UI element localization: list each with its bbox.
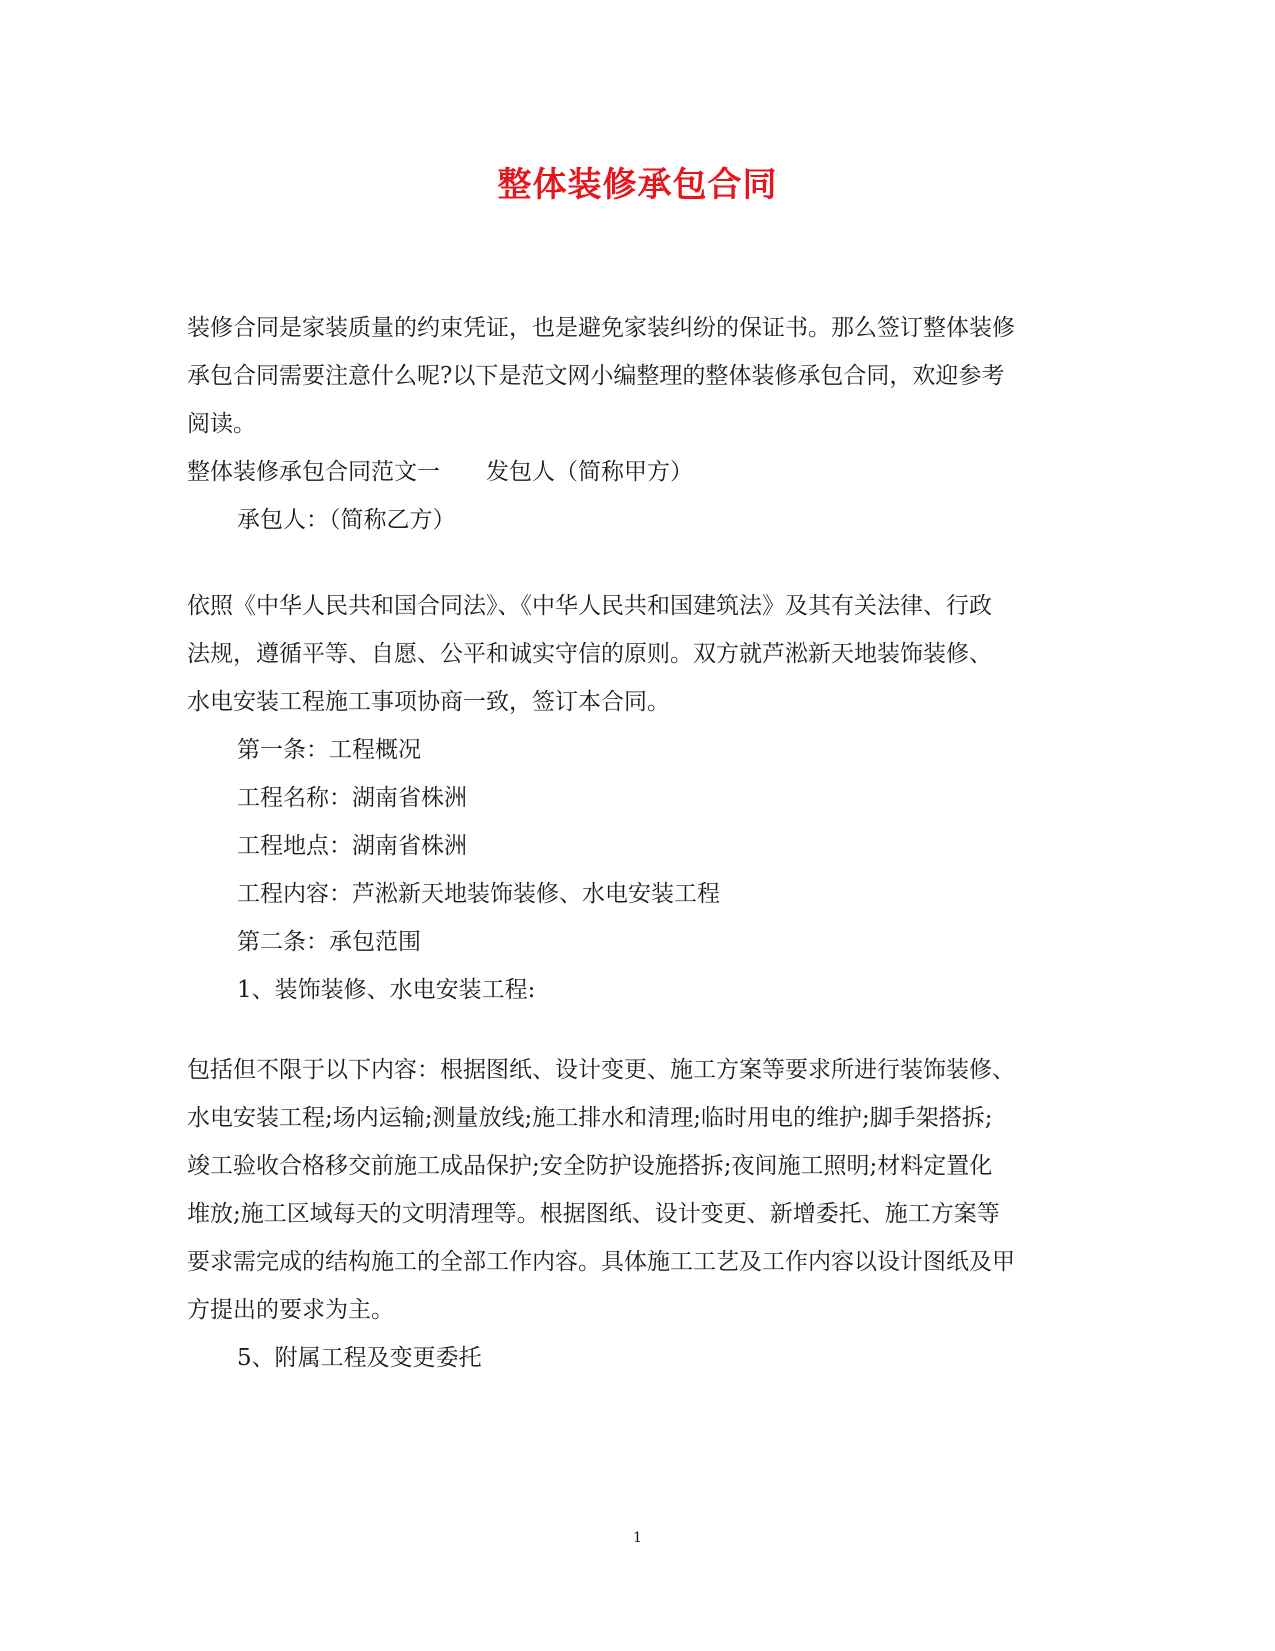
article-heading: 第二条：承包范围 [237, 929, 421, 955]
text-line: 方提出的要求为主。 [187, 1297, 394, 1323]
intro-paragraph [187, 304, 1087, 544]
sample-heading: 整体装修承包合同范文一 发包人（简称甲方） [187, 459, 693, 485]
text-line: 依照《中华人民共和国合同法》、《中华人民共和国建筑法》及其有关法律、行政 [187, 593, 992, 619]
list-item: 1、装饰装修、水电安装工程: [237, 977, 536, 1003]
text-line: 水电安装工程;场内运输;测量放线;施工排水和清理;临时用电的维护;脚手架搭拆; [187, 1105, 993, 1131]
text-line: 装修合同是家装质量的约束凭证，也是避免家装纠纷的保证书。那么签订整体装修 [187, 315, 1015, 341]
text-line: 水电安装工程施工事项协商一致，签订本合同。 [187, 689, 670, 715]
list-item: 5、附属工程及变更委托 [237, 1345, 482, 1371]
text-line: 包括但不限于以下内容：根据图纸、设计变更、施工方案等要求所进行装饰装修、 [187, 1057, 1015, 1083]
text-line: 竣工验收合格移交前施工成品保护;安全防护设施搭拆;夜间施工照明;材料定置化 [187, 1153, 993, 1179]
scope-paragraph [187, 1046, 1087, 1382]
project-name: 工程名称：湖南省株洲 [237, 785, 467, 811]
document-title: 整体装修承包合同 [497, 165, 778, 205]
text-line: 堆放;施工区域每天的文明清理等。根据图纸、设计变更、新增委托、施工方案等 [187, 1201, 1000, 1227]
text-line: 承包合同需要注意什么呢?以下是范文网小编整理的整体装修承包合同，欢迎参考 [187, 363, 1005, 389]
project-content: 工程内容：芦淞新天地装饰装修、水电安装工程 [237, 881, 720, 907]
article-heading: 第一条：工程概况 [237, 737, 421, 763]
contractor-line: 承包人：（简称乙方） [237, 507, 456, 533]
page-number: 1 [633, 1530, 642, 1546]
text-line: 阅读。 [187, 411, 256, 437]
text-line: 要求需完成的结构施工的全部工作内容。具体施工工艺及工作内容以设计图纸及甲 [187, 1249, 1015, 1275]
basis-paragraph [187, 582, 1087, 1014]
project-location: 工程地点：湖南省株洲 [237, 833, 467, 859]
text-line: 法规，遵循平等、自愿、公平和诚实守信的原则。双方就芦淞新天地装饰装修、 [187, 641, 992, 667]
